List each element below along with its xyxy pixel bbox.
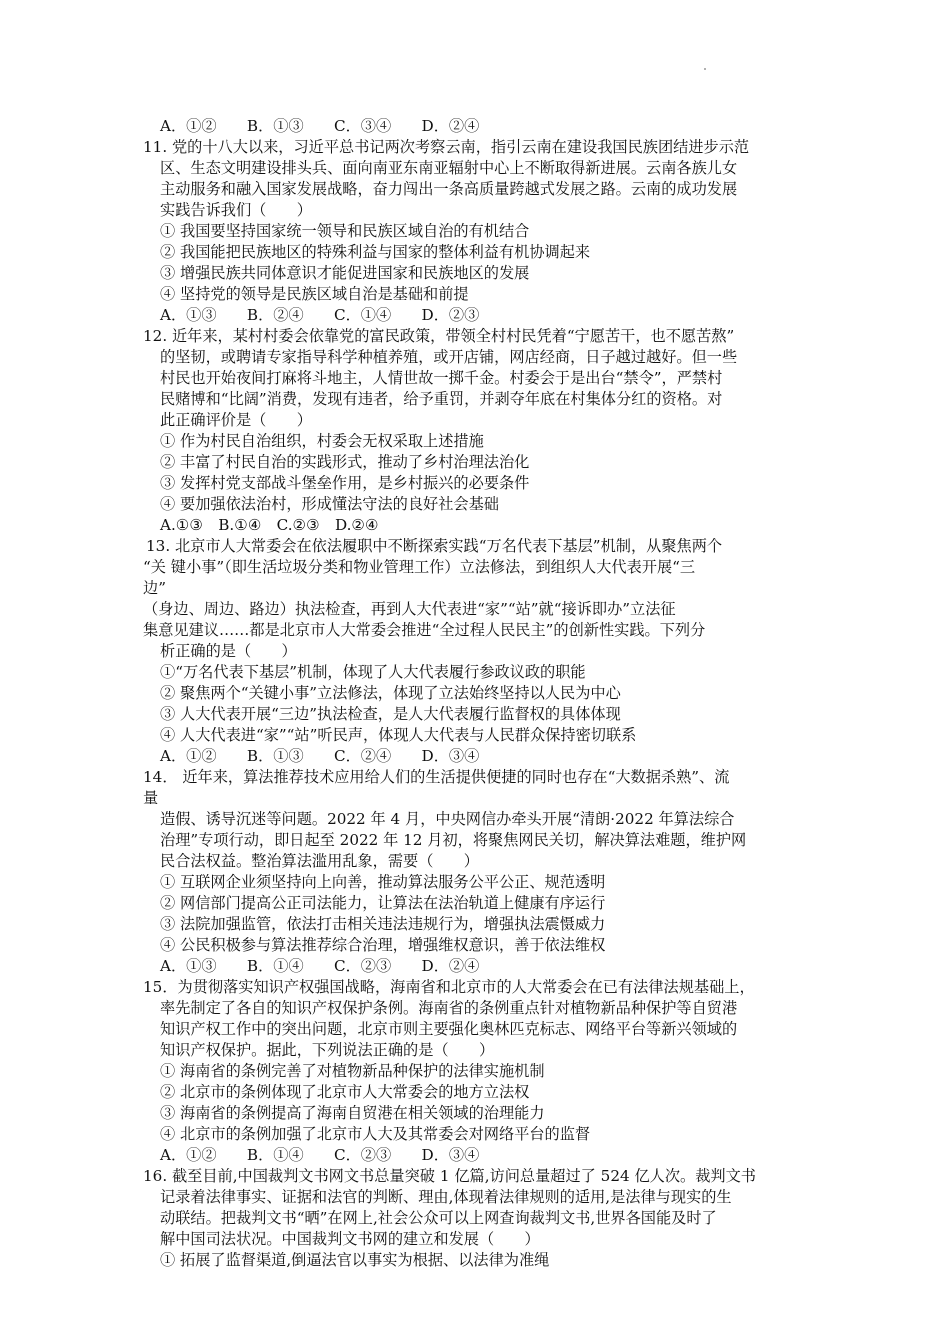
statement-item: ① 我国要坚持国家统一领导和民族区域自治的有机结合 [160,222,530,240]
question-14-stem: 治理”专项行动，即日起至 2022 年 12 月初，将聚焦网民关切，解决算法难题，维护网 [160,831,747,849]
statement-item: ③ 人大代表开展“三边”执法检查，是人大代表履行监督权的具体体现 [160,705,621,723]
statement-item: ③ 法院加强监管，依法打击相关违法违规行为，增强执法震慑威力 [160,915,606,933]
question-16-stem: 解中国司法状况。中国裁判文书网的建立和发展（ ） [160,1230,540,1248]
statement-item: ③ 海南省的条例提高了海南自贸港在相关领域的治理能力 [160,1104,545,1122]
statement-item: ④ 要加强依法治村，形成懂法守法的良好社会基础 [160,495,499,513]
question-15-stem: 15．为贯彻落实知识产权强国战略，海南省和北京市的人大常委会在已有法律法规基础上， [143,978,755,996]
question-14-stem: 14． 近年来，算法推荐技术应用给人们的生活提供便捷的同时也存在“大数据杀熟”、流 [143,768,730,786]
question-16-stem: 记录着法律事实、证据和法官的判断、理由,体现着法律规则的适用,是法律与现实的生 [160,1188,732,1206]
options-q11: A．①③ B．②④ C．①④ D．②③ [160,306,480,324]
header-mark [704,68,706,70]
question-11-stem: 主动服务和融入国家发展战略，奋力闯出一条高质量跨越式发展之路。云南的成功发展 [160,180,738,198]
options-q13: A．①② B．①③ C．②④ D．③④ [160,747,480,765]
question-13-stem: （身边、周边、路边）执法检查，再到人大代表进“家”“站”就“接诉即办”立法征 [143,600,676,618]
statement-item: ③ 发挥村党支部战斗堡垒作用，是乡村振兴的必要条件 [160,474,530,492]
statement-item: ① 互联网企业须坚持向上向善，推动算法服务公平公正、规范透明 [160,873,606,891]
statement-item: ① 拓展了监督渠道,倒逼法官以事实为根据、以法律为准绳 [160,1251,550,1269]
question-13-stem: 13. 北京市人大常委会在依法履职中不断探索实践“万名代表下基层”机制，从聚焦两个 [146,537,723,555]
question-15-stem: 率先制定了各自的知识产权保护条例。海南省的条例重点针对植物新品种保护等自贸港 [160,999,738,1017]
question-12-stem: 民赌博和“比阔”消费，发现有违者，给予重罚，并剥夺年底在村集体分红的资格。对 [160,390,723,408]
statement-item: ② 聚焦两个“关键小事”立法修法，体现了立法始终坚持以人民为中心 [160,684,621,702]
question-14-stem: 民合法权益。整治算法滥用乱象，需要（ ） [160,852,479,870]
question-12-stem: 村民也开始夜间打麻将斗地主，人情世故一掷千金。村委会于是出台“禁令”，严禁村 [160,369,723,387]
statement-item: ④ 公民积极参与算法推荐综合治理，增强维权意识，善于依法维权 [160,936,606,954]
statement-item: ① 作为村民自治组织，村委会无权采取上述措施 [160,432,484,450]
statement-item: ② 网信部门提高公正司法能力，让算法在法治轨道上健康有序运行 [160,894,606,912]
question-13-stem: 集意见建议……都是北京市人大常委会推进“全过程人民民主”的创新性实践。下列分 [143,621,706,639]
options-q15: A．①② B．①④ C．②③ D．③④ [160,1146,480,1164]
question-16-stem: 动联结。把裁判文书“晒”在网上,社会公众可以上网查询裁判文书,世界各国能及时了 [160,1209,717,1227]
statement-item: ①“万名代表下基层”机制，体现了人大代表履行参政议政的职能 [160,663,586,681]
question-12-stem: 12. 近年来，某村村委会依靠党的富民政策，带领全村村民凭着“宁愿苦干，也不愿苦熬” [143,327,735,345]
statement-item: ④ 人大代表进“家”“站”听民声，体现人大代表与人民群众保持密切联系 [160,726,637,744]
question-16-stem: 16. 截至目前,中国裁判文书网文书总量突破 1 亿篇,访问总量超过了 524 亿人次。裁判文书 [143,1167,756,1185]
question-15-stem: 知识产权保护。据此，下列说法正确的是（ ） [160,1041,495,1059]
statement-item: ④ 坚持党的领导是民族区域自治是基础和前提 [160,285,469,303]
statement-item: ② 北京市的条例体现了北京市人大常委会的地方立法权 [160,1083,530,1101]
question-11-stem: 实践告诉我们（ ） [160,201,312,219]
question-12-stem: 此正确评价是（ ） [160,411,312,429]
options-q10: A．①② B．①③ C．③④ D．②④ [160,117,480,135]
options-q14: A．①③ B．①④ C．②③ D．②④ [160,957,480,975]
question-12-stem: 的坚韧，或聘请专家指导科学种植养殖，或开店铺，网店经商，日子越过越好。但一些 [160,348,738,366]
question-14-stem: 量 [143,789,159,807]
statement-item: ② 丰富了村民自治的实践形式，推动了乡村治理法治化 [160,453,530,471]
question-13-stem: 析正确的是（ ） [160,642,297,660]
question-15-stem: 知识产权工作中的突出问题，北京市则主要强化奥林匹克标志、网络平台等新兴领域的 [160,1020,738,1038]
question-11-stem: 11. 党的十八大以来，习近平总书记两次考察云南，指引云南在建设我国民族团结进步示范 [143,138,750,156]
question-11-stem: 区、生态文明建设排头兵、面向南亚东南亚辐射中心上不断取得新进展。云南各族儿女 [160,159,738,177]
statement-item: ③ 增强民族共同体意识才能促进国家和民族地区的发展 [160,264,530,282]
options-q12: A.①③ B.①④ C.②③ D.②④ [160,516,379,534]
statement-item: ④ 北京市的条例加强了北京市人大及其常委会对网络平台的监督 [160,1125,591,1143]
statement-item: ② 我国能把民族地区的特殊利益与国家的整体利益有机协调起来 [160,243,591,261]
statement-item: ① 海南省的条例完善了对植物新品种保护的法律实施机制 [160,1062,545,1080]
question-13-stem: 边” [143,579,166,597]
question-13-stem: “关 键小事”（即生活垃圾分类和物业管理工作）立法修法，到组织人大代表开展“三 [143,558,696,576]
question-14-stem: 造假、诱导沉迷等问题。2022 年 4 月，中央网信办牵头开展“清朗·2022 年算法综合 [160,810,735,828]
